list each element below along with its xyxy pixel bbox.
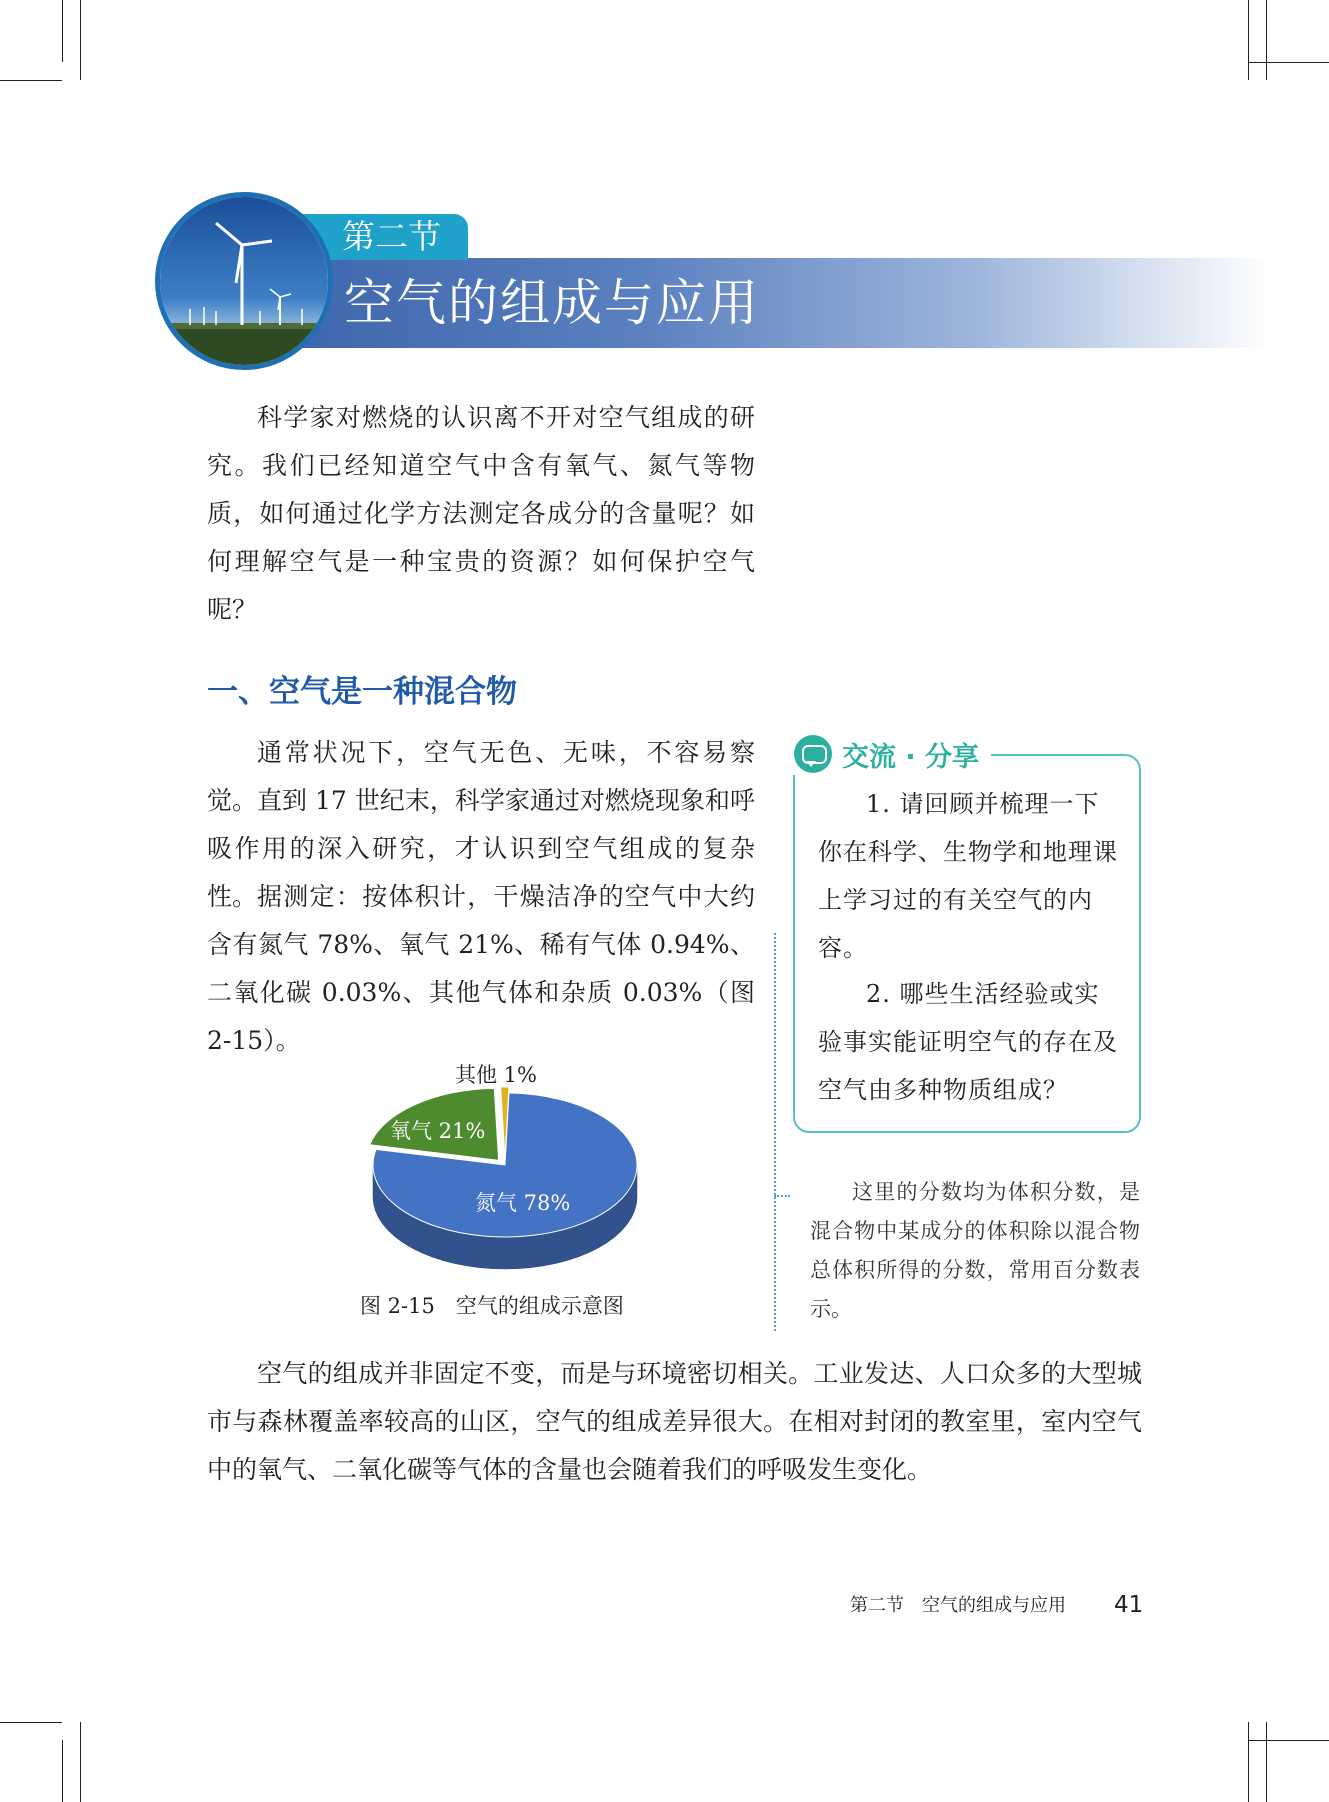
crop-mark <box>1266 1722 1267 1802</box>
crop-mark <box>1248 1740 1329 1741</box>
body-paragraph: 空气的组成并非固定不变，而是与环境密切相关。工业发达、人口众多的大型城市与森林覆盖率较高的山区，空气的组成差异很大。在相对封闭的教室里，室内空气中的氧气、二氧化碳等气体的含量也会随着我们的呼吸发生变化。 <box>207 1359 1142 1484</box>
page-title: 空气的组成与应用 <box>344 274 760 332</box>
body-paragraph: 据测定：按体积计，干燥洁净的空气中大约含有氮气 78%、氧气 21%、稀有气体 0.94%、二氧化碳 0.03%、其他气体和杂质 0.03%（图 2-15）。 <box>207 882 755 1055</box>
section-heading: 一、空气是一种混合物 <box>207 674 517 710</box>
crop-mark <box>80 0 81 80</box>
running-footer-title: 第二节 空气的组成与应用 <box>850 1595 1066 1616</box>
crop-mark <box>62 1740 63 1802</box>
body-paragraph: 通常状况下，空气无色、无味，不容易察觉。直到 17 世纪末，科学家通过对燃烧现象和呼吸作用的深入研究，才认识到空气组成的复杂性。 <box>207 738 755 911</box>
crop-mark <box>1266 0 1267 80</box>
crop-mark <box>1248 62 1329 63</box>
crop-mark <box>1248 1722 1249 1802</box>
pie-slice-label: 氧气 21% <box>390 1119 486 1143</box>
figure-caption: 图 2-15 空气的组成示意图 <box>360 1294 624 1318</box>
air-composition-pie-chart <box>340 1060 670 1295</box>
note-pointer <box>774 1195 790 1211</box>
crop-mark <box>1248 0 1249 80</box>
crop-mark <box>62 0 63 62</box>
exchange-share-title: 交流 · 分享 <box>842 741 980 773</box>
note-bracket <box>774 933 776 1331</box>
section-number: 第二节 <box>342 217 441 256</box>
page-number: 41 <box>1114 1592 1144 1618</box>
wind-turbine-photo <box>155 192 333 370</box>
speech-bubble-icon <box>794 735 832 773</box>
crop-mark <box>0 1722 62 1723</box>
crop-mark <box>0 80 62 81</box>
pie-slice-label: 其他 1% <box>455 1063 537 1087</box>
intro-paragraph: 科学家对燃烧的认识离不开对空气组成的研究。我们已经知道空气中含有氧气、氮气等物质，如何通过化学方法测定各成分的含量呢？如何理解空气是一种宝贵的资源？如何保护空气呢？ <box>207 403 755 624</box>
discussion-question: 2. 哪些生活经验或实验事实能证明空气的存在及空气由多种物质组成？ <box>818 980 1118 1104</box>
discussion-question: 1. 请回顾并梳理一下你在科学、生物学和地理课上学习过的有关空气的内容。 <box>818 790 1118 962</box>
crop-mark <box>80 1722 81 1802</box>
side-note: 这里的分数均为体积分数，是混合物中某成分的体积除以混合物总体积所得的分数，常用百分数表示。 <box>810 1180 1140 1321</box>
pie-slice-label: 氮气 78% <box>475 1191 571 1215</box>
exchange-share-header <box>790 733 991 775</box>
